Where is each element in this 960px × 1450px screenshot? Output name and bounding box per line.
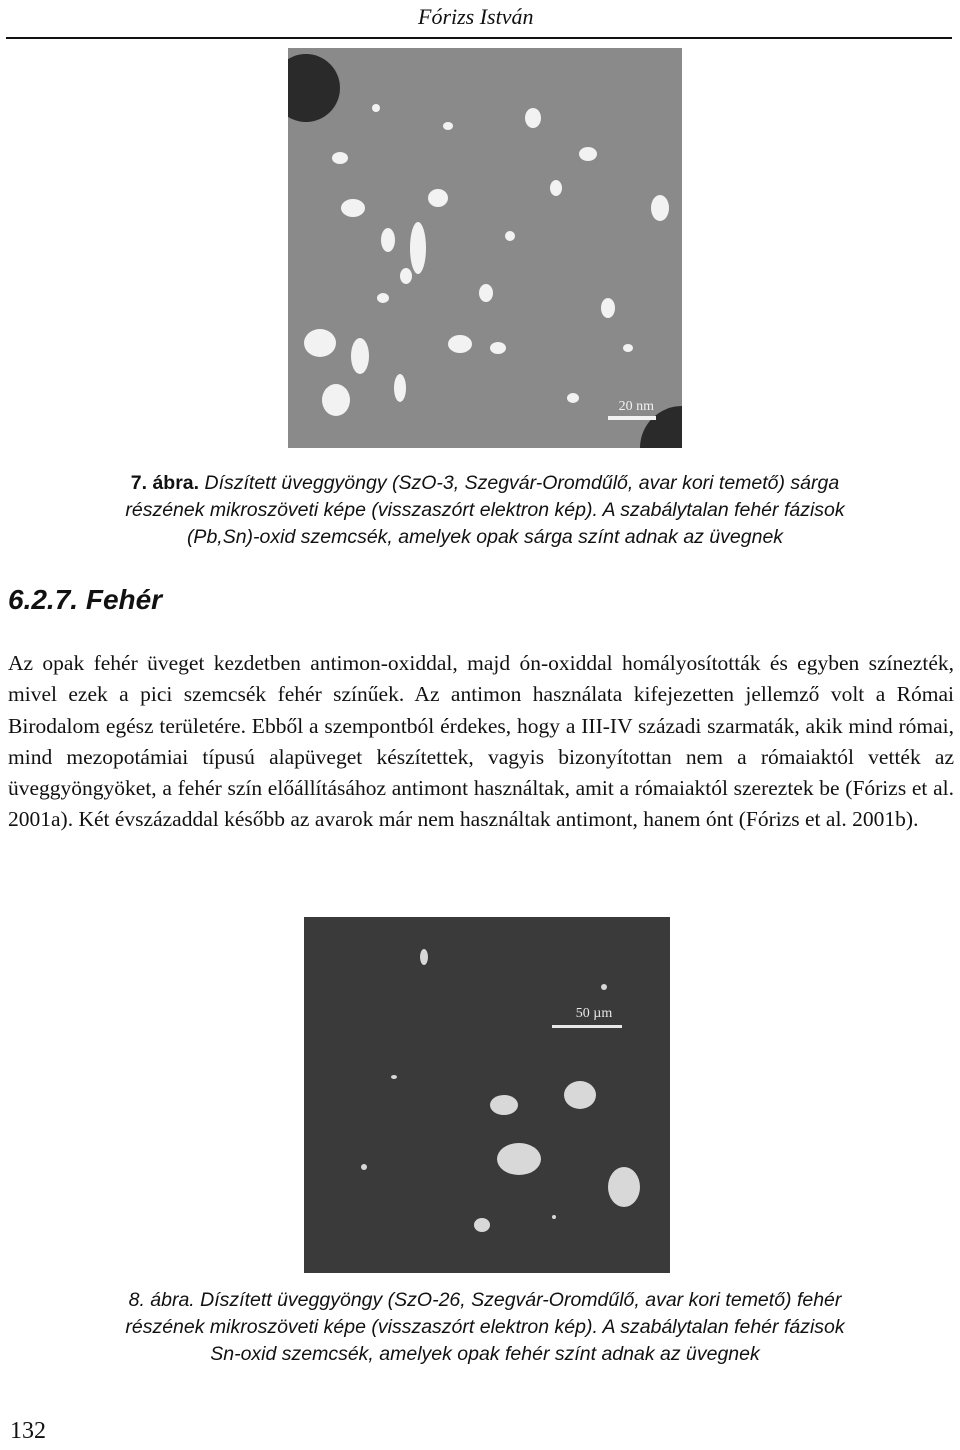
caption-line — [90, 497, 880, 524]
figure-7-label: 7. ábra. — [130, 472, 200, 494]
caption-text: Díszített üveggyöngy (SzO-26, Szegvár-Oromdűlő, avar kori temető) fehér — [200, 1289, 842, 1311]
caption-line — [90, 1287, 880, 1314]
caption-line — [90, 470, 880, 497]
caption-text: Díszített üveggyöngy (SzO-3, Szegvár-Oromdűlő, avar kori temető) sárga — [204, 472, 840, 494]
caption-text: Sn-oxid szemcsék, amelyek opak fehér színt adnak az üvegnek — [210, 1343, 760, 1365]
header-rule — [6, 37, 952, 39]
caption-line — [90, 1341, 880, 1368]
section-heading: 6.2.7. Fehér — [8, 584, 163, 615]
caption-text: (Pb,Sn)-oxid szemcsék, amelyek opak sárga színt adnak az üvegnek — [186, 526, 784, 548]
scale-label: 50 µm — [575, 1006, 613, 1021]
scale-bar — [608, 416, 656, 420]
running-header-author: Fórizs István — [418, 4, 534, 29]
figure-7-caption — [90, 470, 880, 551]
figure-8-label: 8. ábra. — [128, 1289, 195, 1311]
caption-text: részének mikroszöveti képe (visszaszórt elektron kép). A szabálytalan fehér fázisok — [125, 1316, 845, 1338]
page-number: 132 — [10, 1418, 46, 1444]
scale-bar — [552, 1025, 622, 1028]
figure-8-caption — [90, 1287, 880, 1368]
sem-image-figure-7 — [288, 48, 682, 448]
caption-line — [90, 1314, 880, 1341]
body-text — [8, 648, 954, 836]
sem-image-figure-8 — [304, 917, 670, 1273]
scale-label: 20 nm — [618, 399, 654, 414]
paragraph: Az opak fehér üveget kezdetben antimon-oxiddal, majd ón-oxiddal homályosították és egyben színezték, mivel ezek a pici szemcsék fehér színűek. Az antimon használata kifejezetten jellemző volt a Római Birodalom egész területére. Ebből a szempontból érdekes, hogy a III-IV századi szarmaták, akik mind római, mind mezopotámiai típusú alapüveget készítettek, vagyis bizonyítottan nem a rómaiaktól vették az üveggyöngyöket, a fehér szín előállításához antimont használtak, amit a rómaiaktól szereztek be (Fórizs et al. 2001a). Két évszázaddal később az avarok már nem használtak antimont, hanem ónt (Fórizs et al. 2001b). — [8, 651, 954, 832]
caption-text: részének mikroszöveti képe (visszaszórt elektron kép). A szabálytalan fehér fázisok — [125, 499, 845, 521]
caption-line — [90, 524, 880, 551]
